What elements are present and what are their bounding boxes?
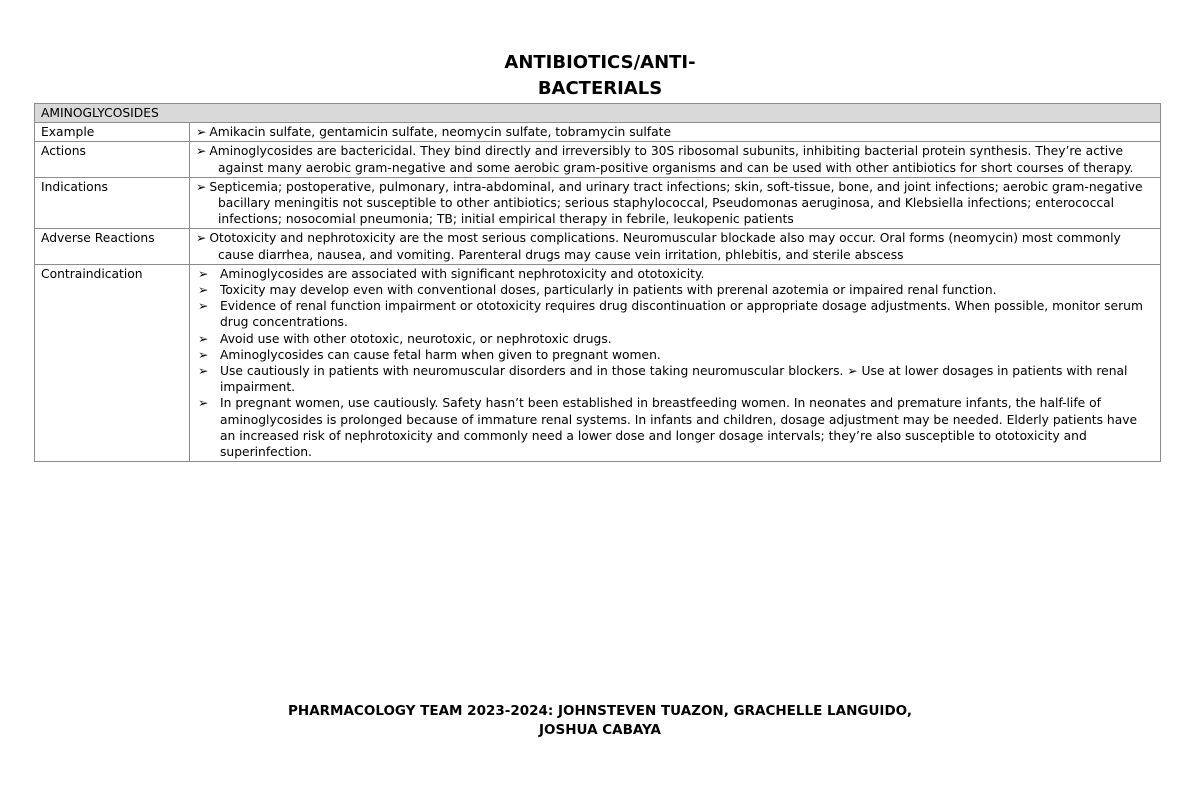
arrow-bullet-icon: ➢ (198, 347, 209, 362)
adverse-reactions-text: Ototoxicity and nephrotoxicity are the most serious complications. Neuromuscular blockade also may occur. Oral forms (neomycin) most commonly cause diarrhea, nausea, and vomiting. Parenteral drugs may cause vein irritation, phlebitis, and sterile abscess (209, 231, 1121, 262)
arrow-bullet-icon: ➢ (196, 179, 207, 194)
arrow-item (196, 124, 1154, 140)
list-item-text: Aminoglycosides can cause fetal harm when given to pregnant women. (220, 347, 661, 362)
row-content-actions (190, 142, 1161, 177)
table-row-actions (35, 142, 1161, 177)
list-item (196, 266, 1154, 282)
list-item (196, 298, 1154, 330)
list-item (196, 363, 1154, 395)
row-content-adverse-reactions (190, 229, 1161, 264)
row-content-example (190, 123, 1161, 142)
row-content-contraindication (190, 264, 1161, 461)
row-label-example: Example (35, 123, 190, 142)
row-content-indications (190, 177, 1161, 229)
arrow-item (196, 179, 1154, 228)
arrow-bullet-icon: ➢ (198, 283, 209, 298)
arrow-bullet-icon: ➢ (196, 144, 207, 159)
arrow-bullet-icon: ➢ (198, 266, 209, 281)
footer-line-2: JOSHUA CABAYA (539, 722, 661, 738)
section-header: AMINOGLYCOSIDES (35, 104, 1161, 123)
actions-text: Aminoglycosides are bactericidal. They bind directly and irreversibly to 30S ribosomal subunits, inhibiting bacterial protein synthesis. They’re active against many aerobic gram-negative and some aerobic gram-positive organisms and can be used with other antibiotics for short courses of therapy. (209, 144, 1134, 175)
row-label-actions: Actions (35, 142, 190, 177)
list-item (196, 395, 1154, 460)
arrow-bullet-icon: ➢ (196, 125, 207, 140)
list-item-text: Use cautiously in patients with neuromuscular disorders and in those taking neuromuscular blockers. ➢ Use at lower dosages in patients with renal impairment. (220, 364, 1128, 395)
arrow-item (196, 143, 1154, 175)
document-title (0, 50, 1200, 102)
row-label-contraindication: Contraindication (35, 264, 190, 461)
arrow-item (196, 230, 1154, 262)
list-item (196, 331, 1154, 347)
arrow-bullet-icon: ➢ (198, 364, 209, 379)
title-line-1: ANTIBIOTICS/ANTI- (504, 52, 696, 73)
arrow-bullet-icon: ➢ (198, 396, 209, 411)
contraindication-list (196, 266, 1154, 460)
footer-line-1: PHARMACOLOGY TEAM 2023-2024: JOHNSTEVEN TUAZON, GRACHELLE LANGUIDO, (288, 703, 912, 719)
example-text: Amikacin sulfate, gentamicin sulfate, neomycin sulfate, tobramycin sulfate (209, 125, 672, 140)
table-row-adverse-reactions (35, 229, 1161, 264)
drug-info-table (34, 103, 1161, 462)
row-label-indications: Indications (35, 177, 190, 229)
list-item-text: Toxicity may develop even with conventional doses, particularly in patients with prerenal azotemia or impaired renal function. (220, 283, 997, 298)
list-item-text: Avoid use with other ototoxic, neurotoxic, or nephrotoxic drugs. (220, 331, 612, 346)
list-item (196, 282, 1154, 298)
table-row-indications (35, 177, 1161, 229)
title-line-2: BACTERIALS (537, 78, 663, 99)
table-header-row (35, 104, 1161, 123)
indications-text: Septicemia; postoperative, pulmonary, intra-abdominal, and urinary tract infections; skin, soft-tissue, bone, and joint infections; aerobic gram-negative bacillary meningitis not susceptible to other antibiotics; serious staphylococcal, Pseudomonas aeruginosa, and Klebsiella infections; enterococcal infections; nosocomial pneumonia; TB; initial empirical therapy in febrile, leukopenic patients (209, 179, 1143, 227)
page-footer (0, 702, 1200, 740)
table-row-contraindication (35, 264, 1161, 461)
row-label-adverse-reactions: Adverse Reactions (35, 229, 190, 264)
list-item (196, 347, 1154, 363)
list-item-text: Evidence of renal function impairment or ototoxicity requires drug discontinuation or appropriate dosage adjustments. When possible, monitor serum drug concentrations. (220, 299, 1143, 330)
arrow-bullet-icon: ➢ (198, 331, 209, 346)
arrow-bullet-icon: ➢ (196, 231, 207, 246)
arrow-bullet-icon: ➢ (198, 299, 209, 314)
table-row-example (35, 123, 1161, 142)
list-item-text: In pregnant women, use cautiously. Safety hasn’t been established in breastfeeding women. In neonates and premature infants, the half-life of aminoglycosides is prolonged because of immature renal systems. In infants and children, dosage adjustment may be needed. Elderly patients have an increased risk of nephrotoxicity and commonly need a lower dose and longer dosage intervals; they’re also susceptible to ototoxicity and superinfection. (220, 396, 1138, 460)
list-item-text: Aminoglycosides are associated with significant nephrotoxicity and ototoxicity. (220, 266, 705, 281)
